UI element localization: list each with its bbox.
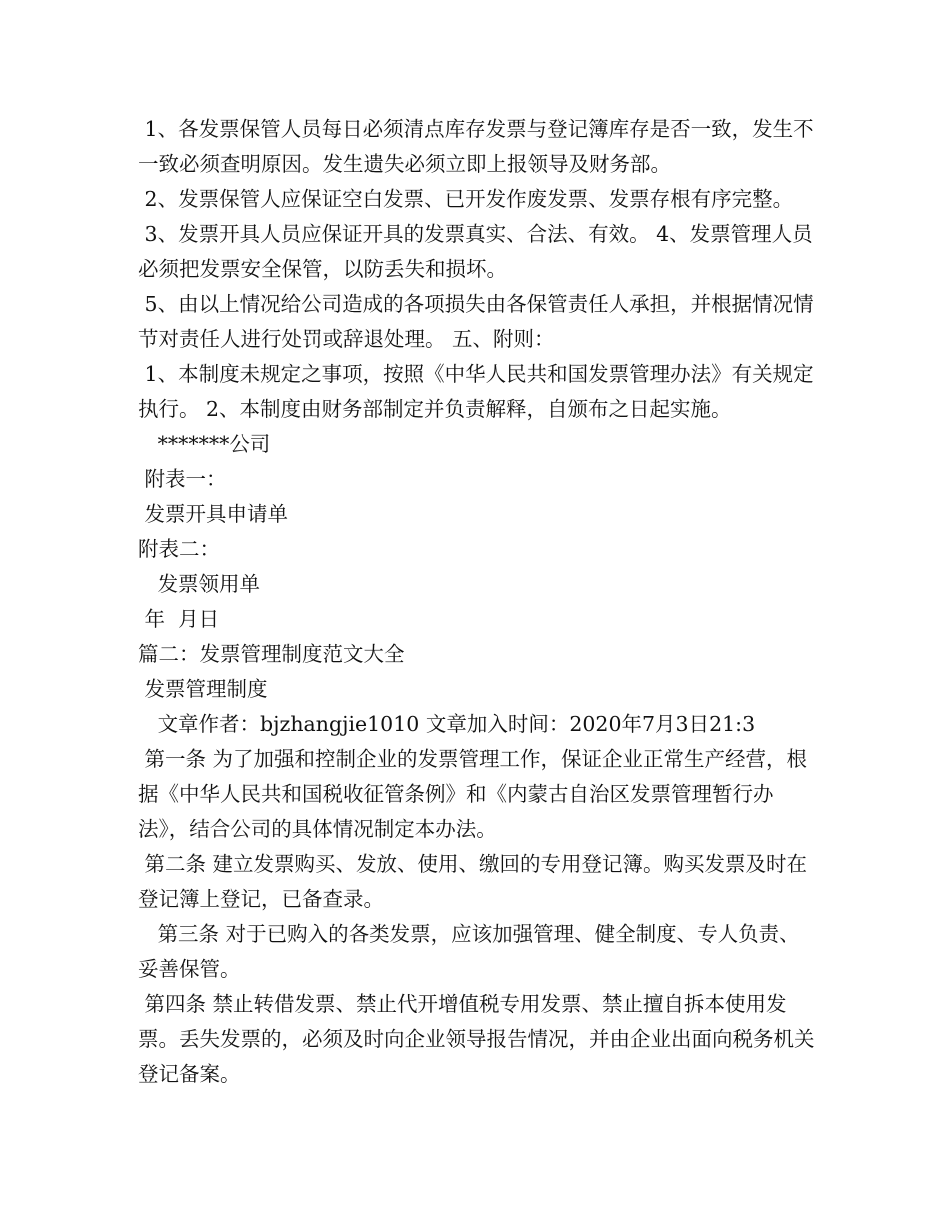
- article-1: 第一条 为了加强和控制企业的发票管理工作，保证企业正常生产经营，根据《中华人民共和国税收征管条例》和《内蒙古自治区发票管理暂行办法》，结合公司的具体情况制定本办法。: [138, 747, 808, 841]
- article-3: 第三条 对于已购入的各类发票，应该加强管理、健全制度、专人负责、妥善保管。: [138, 922, 800, 981]
- appendix-two-label: 附表二：: [138, 537, 220, 561]
- paragraph-rule-3-4: 3、发票开具人员应保证开具的发票真实、合法、有效。 4、发票管理人员必须把发票安全保管，以防丢失和损坏。: [138, 222, 813, 281]
- paragraph-rule-5: 5、由以上情况给公司造成的各项损失由各保管责任人承担，并根据情况情节对责任人进行处罚或辞退处理。 五、附则：: [138, 292, 814, 351]
- paragraph-rule-1: 1、各发票保管人员每日必须清点库存发票与登记簿库存是否一致，发生不一致必须查明原因。发生遗失必须立即上报领导及财务部。: [138, 117, 814, 176]
- document-body: [138, 112, 818, 1092]
- section-two-heading: 篇二：发票管理制度范文大全: [138, 642, 405, 666]
- article-4: 第四条 禁止转借发票、禁止代开增值税专用发票、禁止擅自拆本使用发票。丢失发票的，必须及时向企业领导报告情况，并由企业出面向税务机关登记备案。: [138, 992, 815, 1086]
- appendix-two-title: 发票领用单: [138, 572, 261, 596]
- article-meta: 文章作者：bjzhangjie1010 文章加入时间：2020年7月3日21:3: [138, 712, 756, 736]
- company-signature: *******公司: [138, 432, 271, 456]
- article-2: 第二条 建立发票购买、发放、使用、缴回的专用登记簿。购买发票及时在登记簿上登记，已备查录。: [138, 852, 808, 911]
- paragraph-supplementary-1-2: 1、本制度未规定之事项，按照《中华人民共和国发票管理办法》有关规定执行。 2、本制度由财务部制定并负责解释，自颁布之日起实施。: [138, 362, 814, 421]
- paragraph-rule-2: 2、发票保管人应保证空白发票、已开发作废发票、发票存根有序完整。: [138, 187, 794, 211]
- appendix-one-title: 发票开具申请单: [138, 502, 289, 526]
- section-two-title: 发票管理制度: [138, 677, 268, 701]
- appendix-one-label: 附表一：: [138, 467, 227, 491]
- date-line: 年 月日: [138, 607, 220, 631]
